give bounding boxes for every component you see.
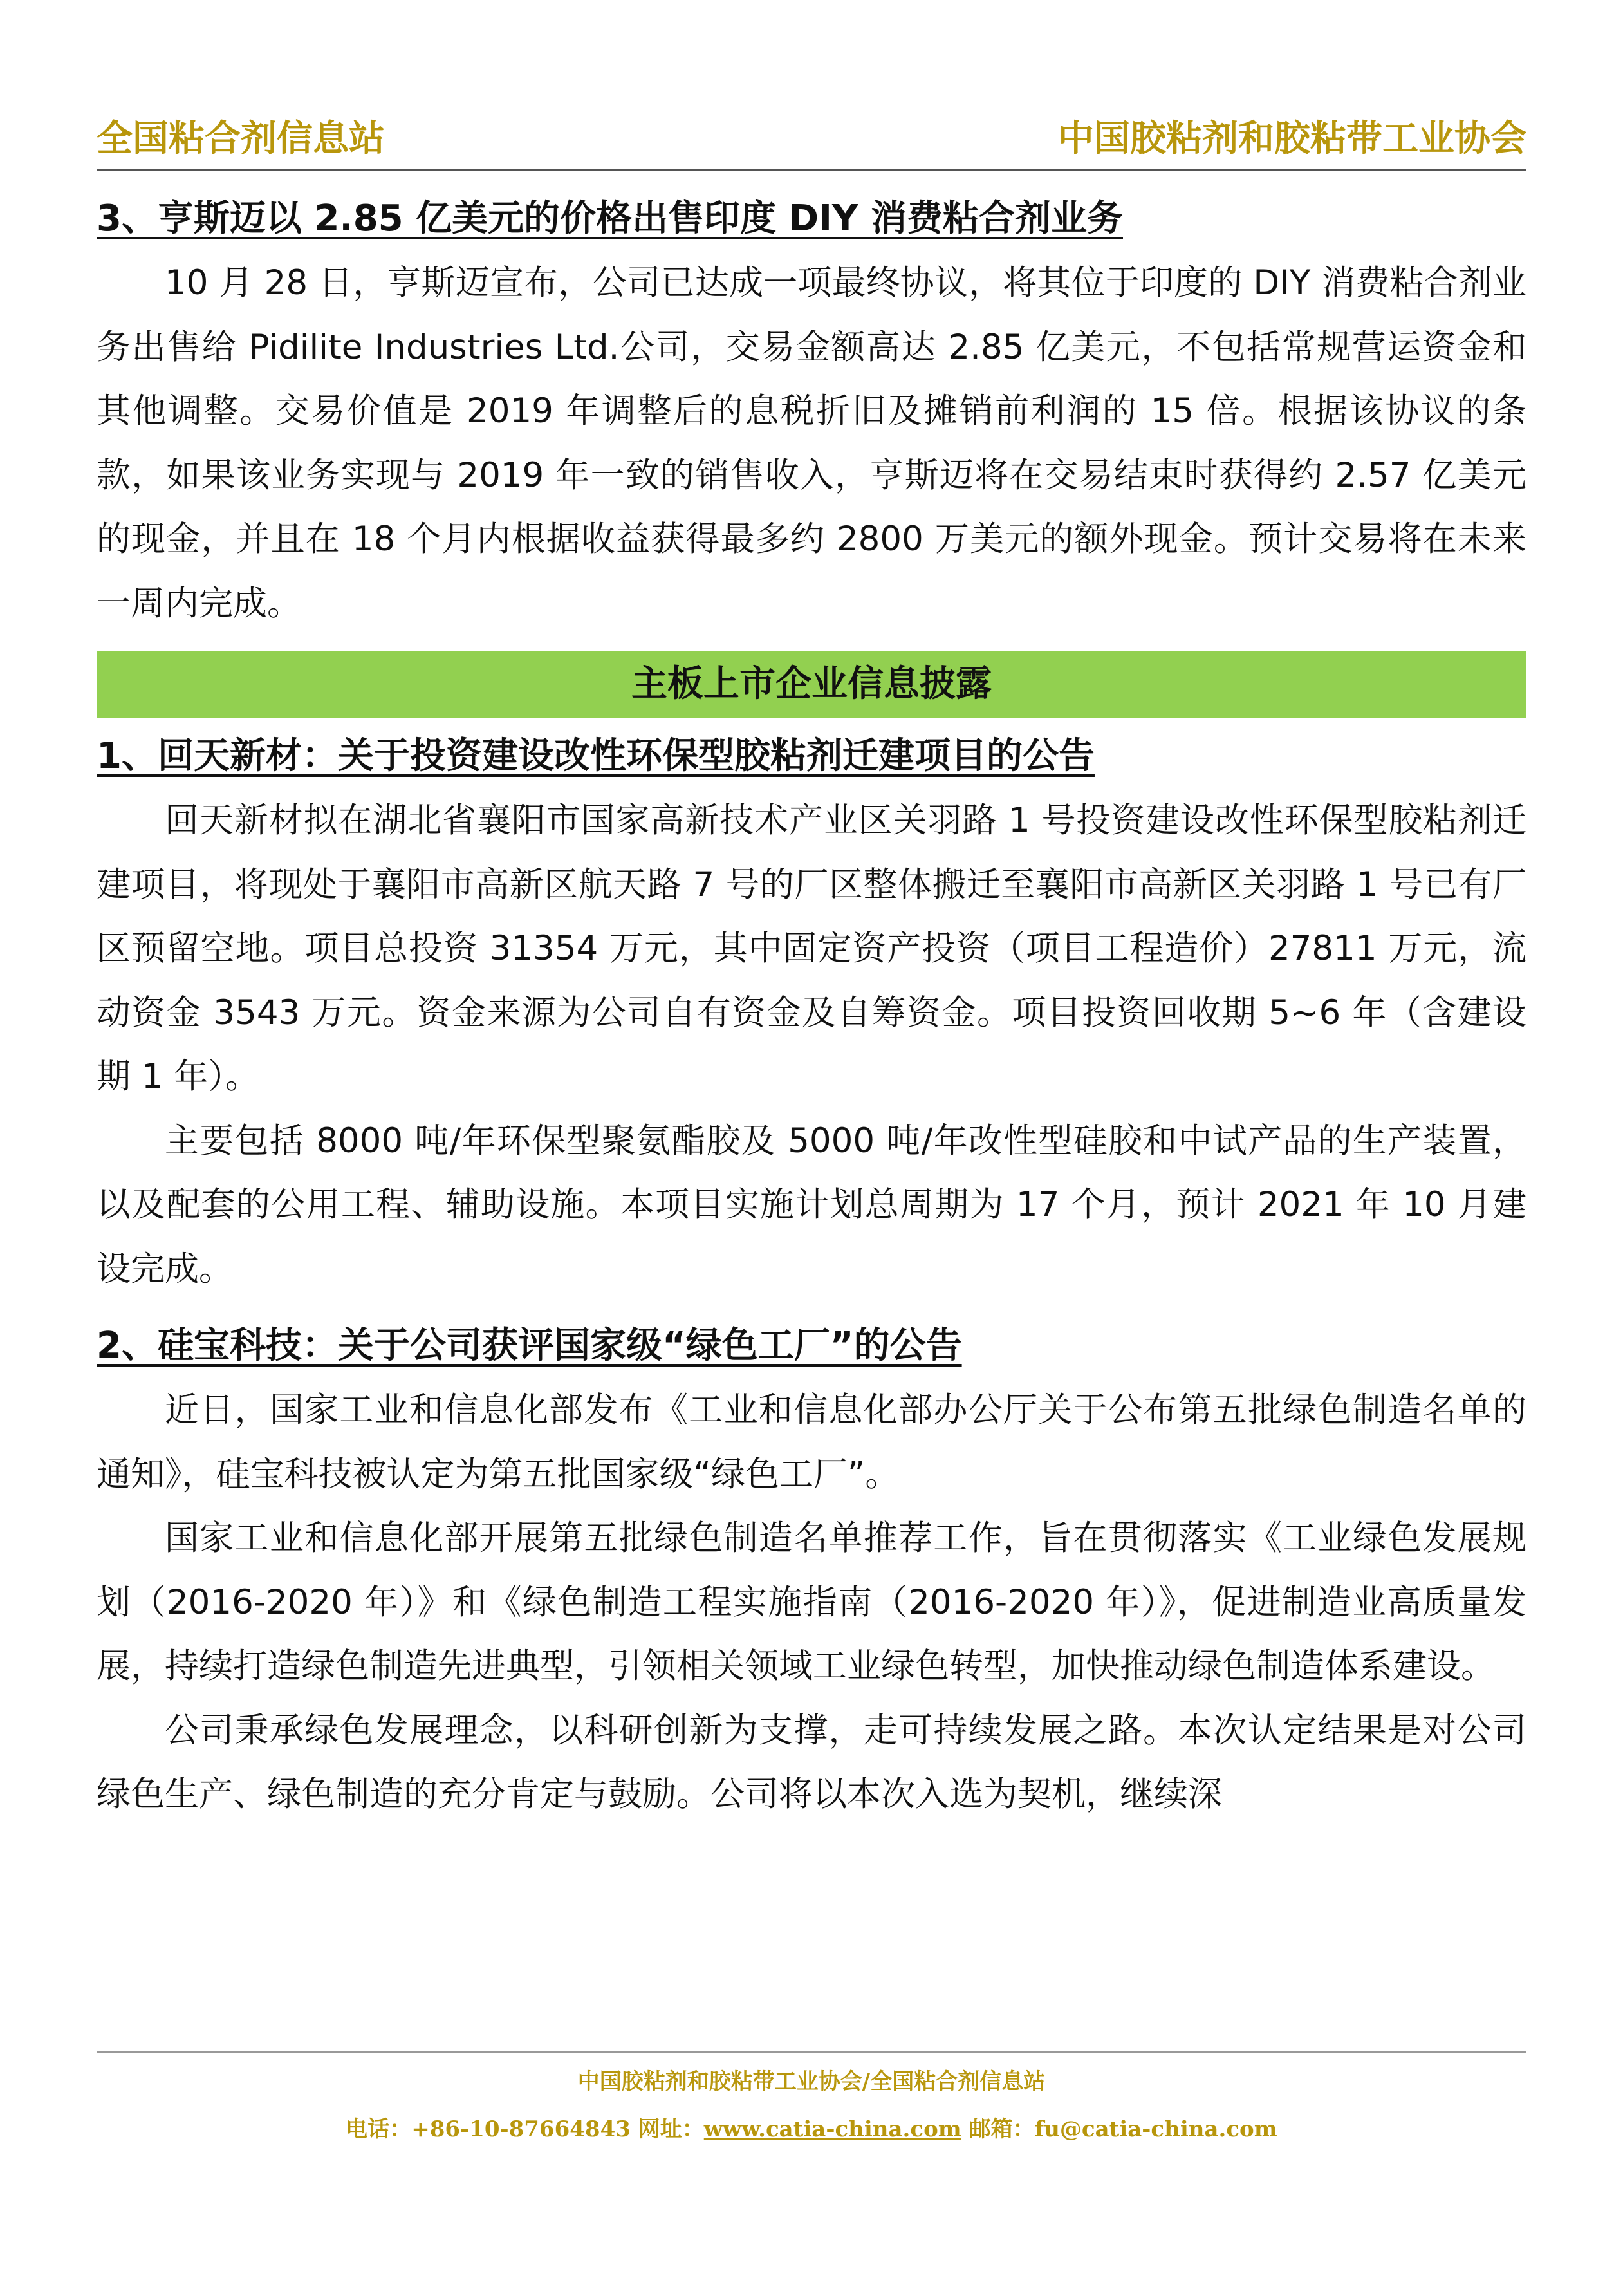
header-association-name: 中国胶粘剂和胶粘带工业协会 [1058,117,1526,160]
footer-divider [97,2051,1526,2053]
page-header [97,113,1526,171]
section-heading-text: 1、回天新材：关于投资建设改性环保型胶粘剂迁建项目的公告 [97,735,1095,777]
paragraph: 国家工业和信息化部开展第五批绿色制造名单推荐工作，旨在贯彻落实《工业绿色发展规划（2016-2020 年）》和《绿色制造工程实施指南（2016-2020 年）》，促进制造业高质量发展，持续打造绿色制造先进典型，引领相关领域工业绿色转型，加快推动绿色制造体系建设。 [97,1518,1526,1686]
paragraph: 10 月 28 日，亨斯迈宣布，公司已达成一项最终协议，将其位于印度的 DIY 消费粘合剂业务出售给 Pidilite Industries Ltd.公司，交易金额高达 2.85 亿美元，不包括常规营运资金和其他调整。交易价值是 2019 年调整后的息税折旧及摊销前利润的 15 倍。根据该协议的条款，如果该业务实现与 2019 年一致的销售收入，亨斯迈将在交易结束时获得约 2.57 亿美元的现金，并且在 18 个月内根据收益获得最多约 2800 万美元的额外现金。预计交易将在未来一周内完成。 [97,263,1526,623]
paragraph: 公司秉承绿色发展理念，以科研创新为支撑，走可持续发展之路。本次认定结果是对公司绿色生产、绿色制造的充分肯定与鼓励。公司将以本次入选为契机，继续深 [97,1710,1526,1814]
spacer [97,1301,1526,1314]
footer-website-link[interactable]: www.catia-china.com [703,2116,961,2142]
section-heading-text: 3、亨斯迈以 2.85 亿美元的价格出售印度 DIY 消费粘合剂业务 [97,198,1123,239]
footer-email-label: 邮箱： [969,2116,1035,2142]
footer-phone: +86-10-87664843 [411,2116,631,2142]
section-heading-guibao [97,1314,1526,1378]
paragraph: 回天新材拟在湖北省襄阳市国家高新技术产业区关羽路 1 号投资建设改性环保型胶粘剂迁建项目，将现处于襄阳市高新区航天路 7 号的厂区整体搬迁至襄阳市高新区关羽路 1 号已有厂区预留空地。项目总投资 31354 万元，其中固定资产投资（项目工程造价）27811 万元，流动资金 3543 万元。资金来源为公司自有资金及自筹资金。项目投资回收期 5~6 年（含建设期 1 年）。 [97,801,1526,1096]
section-heading-text: 2、硅宝科技：关于公司获评国家级“绿色工厂”的公告 [97,1325,962,1367]
paragraph: 主要包括 8000 吨/年环保型聚氨酯胶及 5000 吨/年改性型硅胶和中试产品的生产装置，以及配套的公用工程、辅助设施。本项目实施计划总周期为 17 个月，预计 2021 年 10 月建设完成。 [97,1121,1526,1289]
footer-phone-label: 电话： [346,2116,412,2142]
footer-organization: 中国胶粘剂和胶粘带工业协会/全国粘合剂信息站 [577,2069,1046,2095]
section-heading-huitian [97,724,1526,789]
footer-web-label: 网址： [638,2116,704,2142]
paragraph: 近日，国家工业和信息化部发布《工业和信息化部办公厅关于公布第五批绿色制造名单的通知》，硅宝科技被认定为第五批国家级“绿色工厂”。 [97,1390,1526,1494]
header-divider [97,169,1526,171]
footer-contact [0,2111,1623,2143]
footer-email[interactable]: fu@catia-china.com [1034,2116,1277,2142]
page-content [97,187,1526,1827]
section-heading-huntsman [97,187,1526,251]
header-site-name: 全国粘合剂信息站 [97,117,385,160]
section-banner: 主板上市企业信息披露 [97,651,1526,718]
